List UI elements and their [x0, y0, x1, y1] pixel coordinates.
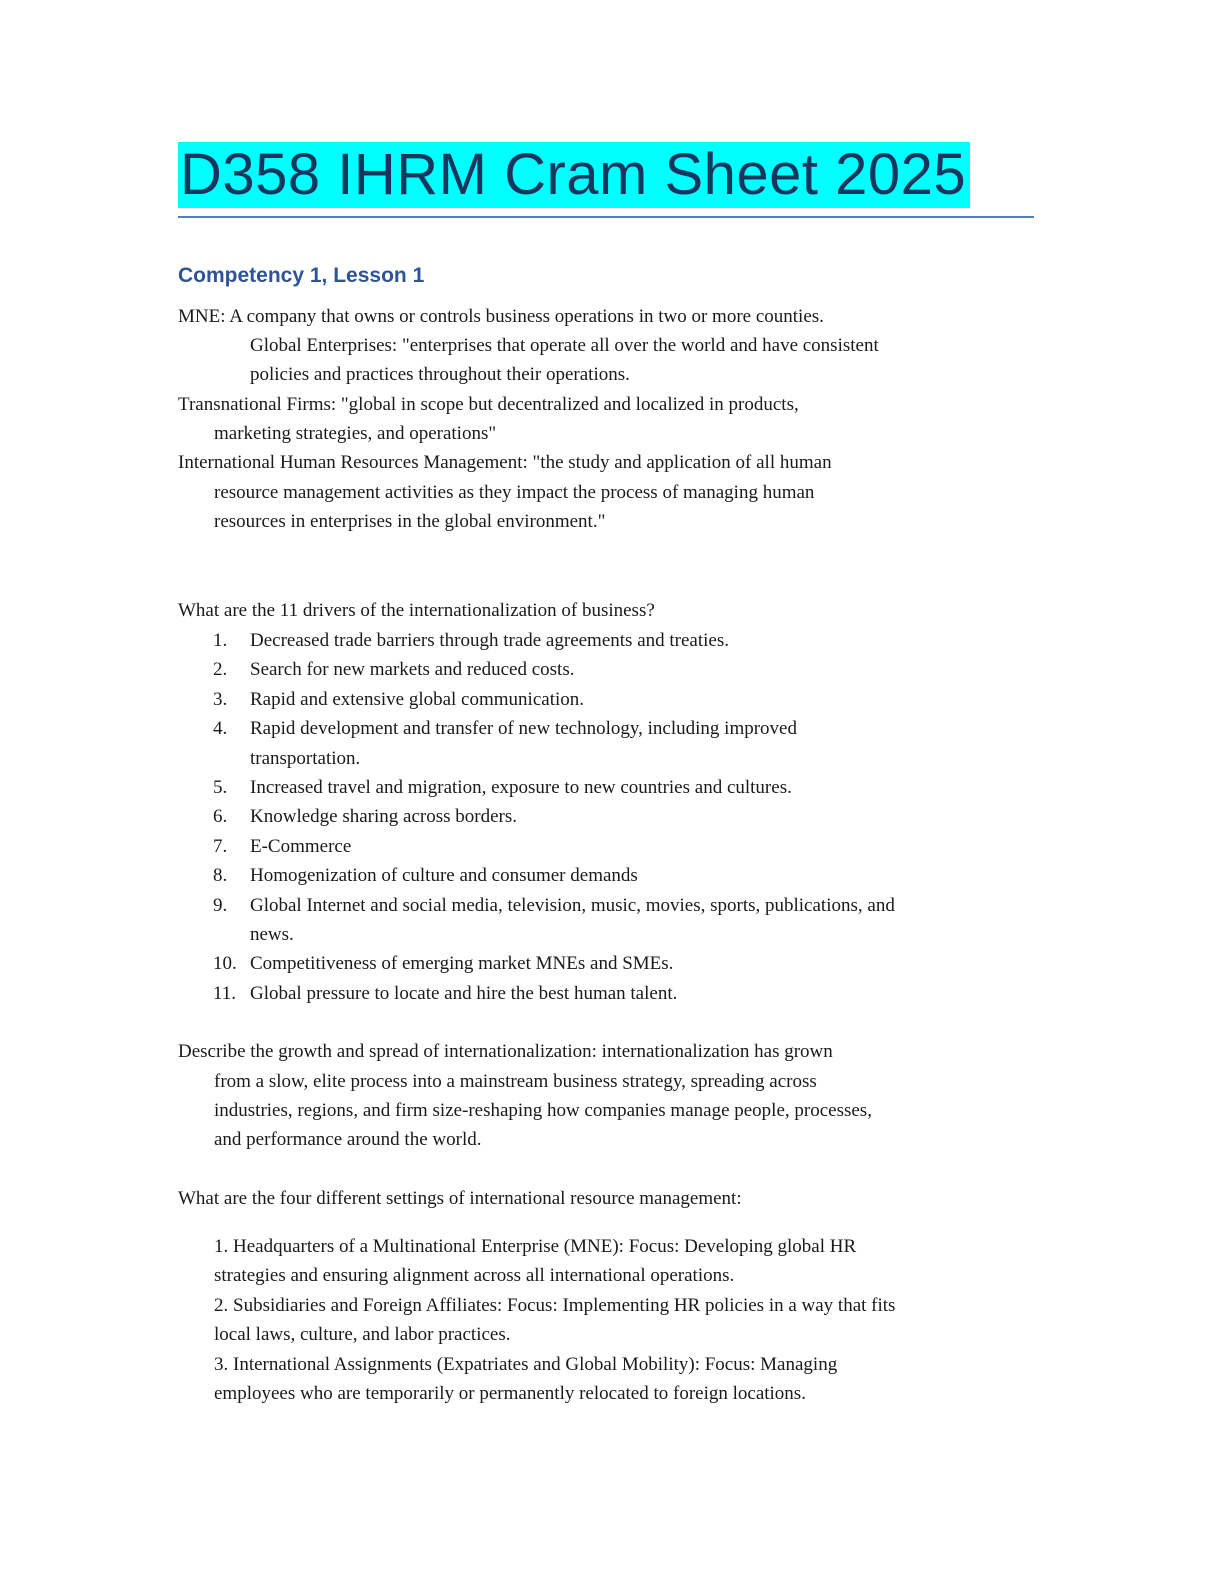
- settings-question: What are the four different settings of international resource management:: [178, 1188, 742, 1209]
- list-item: [178, 802, 895, 831]
- growth-paragraph-line4: and performance around the world.: [214, 1129, 482, 1150]
- list-number: 7.: [213, 835, 228, 857]
- section-heading: Competency 1, Lesson 1: [178, 264, 425, 287]
- title-block: [178, 142, 1034, 218]
- drivers-question: What are the 11 drivers of the internationalization of business?: [178, 600, 655, 621]
- list-number: 11.: [213, 982, 237, 1004]
- global-enterprises-definition-line1: Global Enterprises: "enterprises that operate all over the world and have consistent: [250, 335, 879, 356]
- list-item-text: Global pressure to locate and hire the best human talent.: [250, 982, 678, 1004]
- list-number: 6.: [213, 806, 228, 828]
- list-item: [178, 949, 895, 978]
- list-item-text: Homogenization of culture and consumer demands: [250, 865, 638, 887]
- list-item: [178, 832, 895, 861]
- ihrm-definition-line2: resource management activities as they impact the process of managing human: [214, 482, 815, 503]
- list-number: 2.: [213, 659, 228, 681]
- list-item: [178, 891, 895, 950]
- transnational-definition-line2: marketing strategies, and operations": [214, 423, 497, 444]
- growth-paragraph-line3: industries, regions, and firm size-reshaping how companies manage people, processes,: [214, 1100, 872, 1121]
- list-item-text: Competitiveness of emerging market MNEs and SMEs.: [250, 953, 674, 975]
- document-title: D358 IHRM Cram Sheet 2025: [178, 142, 970, 208]
- list-item: [178, 861, 895, 890]
- list-number: 8.: [213, 865, 228, 887]
- list-item-text: Rapid development and transfer of new technology, including improved: [250, 718, 797, 740]
- list-item: [178, 685, 895, 714]
- settings-item-line: local laws, culture, and labor practices.: [214, 1324, 511, 1346]
- list-item-text-continued: transportation.: [250, 747, 361, 769]
- list-item: [178, 626, 895, 655]
- settings-list: [214, 1232, 895, 1408]
- settings-item-line: 3. International Assignments (Expatriates and Global Mobility): Focus: Managing: [214, 1353, 838, 1375]
- list-item-text: E-Commerce: [250, 835, 352, 857]
- transnational-definition-line1: Transnational Firms: "global in scope but decentralized and localized in products,: [178, 394, 799, 415]
- global-enterprises-definition-line2: policies and practices throughout their operations.: [250, 364, 630, 385]
- list-item: [178, 979, 895, 1008]
- ihrm-definition-line1: International Human Resources Management: "the study and application of all human: [178, 452, 832, 473]
- settings-item-line: strategies and ensuring alignment across all international operations.: [214, 1265, 735, 1287]
- settings-item-line: employees who are temporarily or permanently relocated to foreign locations.: [214, 1383, 806, 1405]
- list-item-text-continued: news.: [250, 924, 294, 946]
- list-number: 9.: [213, 894, 228, 916]
- list-item-text: Increased travel and migration, exposure to new countries and cultures.: [250, 777, 792, 799]
- ihrm-definition-line3: resources in enterprises in the global environment.": [214, 511, 606, 532]
- list-number: 1.: [213, 630, 228, 651]
- list-item: [178, 714, 895, 773]
- drivers-list: [178, 626, 895, 1008]
- mne-definition: MNE: A company that owns or controls business operations in two or more counties.: [178, 306, 824, 327]
- list-item-text: Search for new markets and reduced costs.: [250, 659, 575, 681]
- list-item-text: Rapid and extensive global communication.: [250, 688, 585, 710]
- list-number: 3.: [213, 688, 228, 710]
- growth-paragraph-line1: Describe the growth and spread of internationalization: internationalization has grown: [178, 1041, 833, 1062]
- list-number: 4.: [213, 718, 228, 740]
- list-item-text: Knowledge sharing across borders.: [250, 806, 517, 828]
- settings-item-line: 1. Headquarters of a Multinational Enterprise (MNE): Focus: Developing global HR: [214, 1236, 857, 1257]
- list-number: 5.: [213, 777, 228, 799]
- list-item-text: Global Internet and social media, television, music, movies, sports, publications, and: [250, 894, 895, 916]
- growth-paragraph-line2: from a slow, elite process into a mainstream business strategy, spreading across: [214, 1071, 817, 1092]
- list-item-text: Decreased trade barriers through trade agreements and treaties.: [250, 630, 729, 651]
- settings-item-line: 2. Subsidiaries and Foreign Affiliates: Focus: Implementing HR policies in a way that fits: [214, 1294, 896, 1316]
- list-number: 10.: [213, 953, 237, 975]
- list-item: [178, 773, 895, 802]
- list-item: [178, 655, 895, 684]
